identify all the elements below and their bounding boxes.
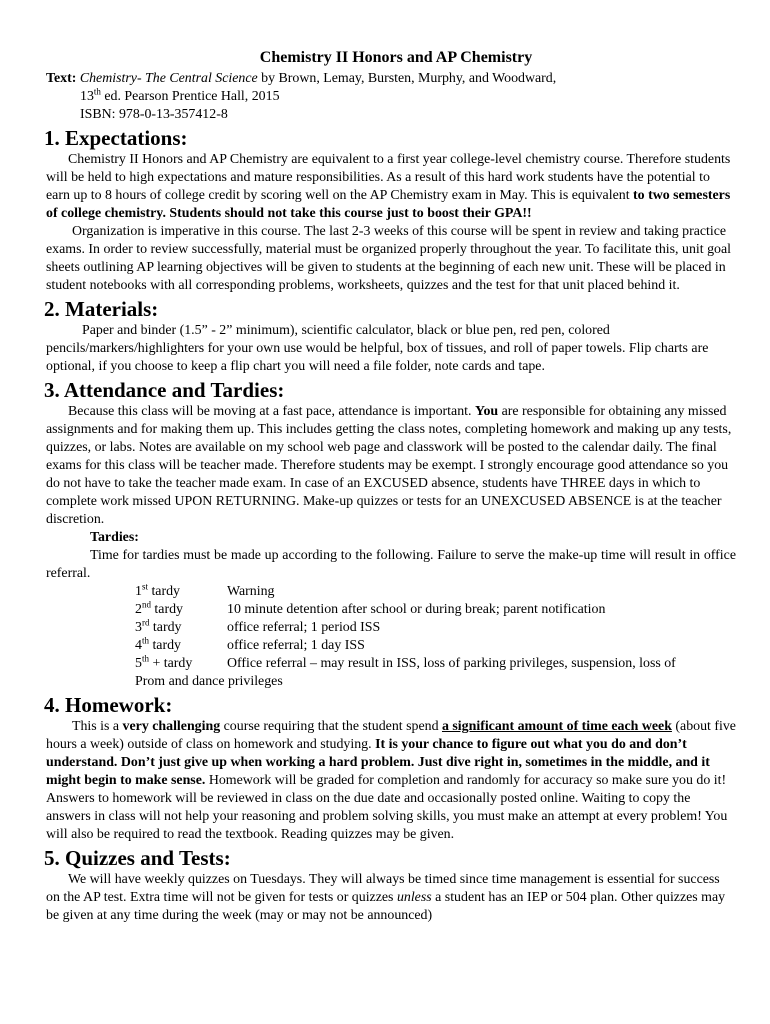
quizzes-italic-unless: unless bbox=[396, 890, 432, 905]
homework-text-e: (about five hours a week) outside of class on homework and studying. bbox=[46, 719, 736, 752]
document-title: Chemistry II Honors and AP Chemistry bbox=[259, 49, 533, 66]
tardy-count: 2nd tardy bbox=[135, 599, 183, 617]
homework-bold-advice: It is your chance to figure out what you do and don’t understand. Don’t just give up when working a hard problem. Just dive right in, sometimes in the middle, and it might begin to make sense. bbox=[46, 737, 710, 788]
tardy-row-1 bbox=[46, 583, 736, 601]
tardy-count: 1st tardy bbox=[135, 581, 180, 599]
tardy-consequence: 10 minute detention after school or during break; parent notification bbox=[227, 602, 606, 617]
attendance-text-b: are responsible for obtaining any missed assignments and for making them up. This includes getting the class notes, completing homework and making up any tests, quizzes, or labs. Notes are available on my school web page and classwork will be posted to the calendar daily. The final exams for this class will be teacher made. Therefore students may be exempt. I strongly encourage good attendance so you do not have to take the teacher made exam. In case of an EXCUSED absence, students have THREE days in which to complete work missed UPON RETURNING. Make-up quizzes or tests for an UNEXCUSED ABSENCE is at the teacher discretion. bbox=[46, 404, 732, 527]
edition-publisher: ed. Pearson Prentice Hall, 2015 bbox=[100, 89, 280, 104]
attendance-paragraph bbox=[46, 403, 736, 529]
homework-text-a: This is a bbox=[72, 719, 123, 734]
tardies-heading: Tardies: bbox=[90, 530, 139, 545]
text-label: Text: bbox=[46, 71, 77, 86]
tardy-count: 5th + tardy bbox=[135, 653, 193, 671]
edition-suffix: th bbox=[93, 86, 101, 97]
expectations-bold-text: to two semesters of college chemistry. Students should not take this course just to boost their GPA!! bbox=[46, 188, 731, 221]
quizzes-paragraph bbox=[46, 871, 736, 925]
homework-paragraph bbox=[46, 718, 736, 844]
expectations-text: Chemistry II Honors and AP Chemistry are equivalent to a first year college-level chemistry course. Therefore students will be held to high expectations and mature responsibilities. As a result of this hard work students have the potential to earn up to 8 hours of college credit by scoring well on the AP Chemistry exam in May. This is equivalent bbox=[46, 152, 731, 203]
edition-line bbox=[46, 88, 736, 106]
tardy-count: 3rd tardy bbox=[135, 617, 182, 635]
homework-text-g: Homework will be graded for completion and randomly for accuracy so make sure you do it! Answers to homework will be reviewed in class on the due date and occasionally posted online. Waiting to copy the answers in class will not help your reasoning and problem solving skills, you must make an attempt at every problem! You will also be required to read the textbook. Reading quizzes may be given. bbox=[46, 773, 728, 842]
attendance-heading: 3. Attendance and Tardies: bbox=[44, 378, 285, 402]
tardy-consequence: Office referral – may result in ISS, loss of parking privileges, suspension, loss of bbox=[227, 656, 676, 671]
tardy-consequence: office referral; 1 period ISS bbox=[227, 620, 381, 635]
homework-text-c: course requiring that the student spend bbox=[220, 719, 442, 734]
tardy-row-2 bbox=[46, 601, 736, 619]
quizzes-text-c: a student has an IEP or 504 plan. Other quizzes may be given at any time during the week (may or may not be announced) bbox=[46, 890, 726, 923]
tardy-row-3 bbox=[46, 619, 736, 637]
homework-heading: 4. Homework: bbox=[44, 693, 173, 717]
tardy-row-4 bbox=[46, 637, 736, 655]
textbook-line bbox=[46, 70, 736, 88]
textbook-title: Chemistry- The Central Science bbox=[79, 71, 258, 86]
quizzes-text-a: We will have weekly quizzes on Tuesdays. They will always be timed since time management is essential for success on the AP test. Extra time will not be given for tests or quizzes bbox=[46, 872, 720, 905]
tardy-count: 4th tardy bbox=[135, 635, 181, 653]
expectations-paragraph-1 bbox=[46, 151, 736, 223]
attendance-text-a: Because this class will be moving at a fast pace, attendance is important. bbox=[68, 404, 475, 419]
tardy-consequence: office referral; 1 day ISS bbox=[227, 638, 365, 653]
tardy-row-5 bbox=[46, 655, 736, 673]
syllabus-page bbox=[46, 48, 736, 925]
expectations-paragraph-2: Organization is imperative in this course. The last 2-3 weeks of this course will be spent in review and taking practice exams. In order to review successfully, material must be organized properly throughout the year. To facilitate this, unit goal sheets outlining AP learning objectives will be given to students at the beginning of each new unit. These will be placed in student notebooks with all corresponding problems, worksheets, quizzes and the test for that unit placed behind it. bbox=[46, 224, 732, 293]
isbn-line: ISBN: 978-0-13-357412-8 bbox=[80, 107, 228, 122]
homework-bold-challenging: very challenging bbox=[122, 719, 221, 734]
edition-number: 13 bbox=[80, 89, 94, 104]
tardies-intro: Time for tardies must be made up according to the following. Failure to serve the make-up time will result in office referral. bbox=[46, 548, 736, 581]
homework-underlined-time: a significant amount of time each week bbox=[441, 719, 672, 734]
materials-paragraph: Paper and binder (1.5” - 2” minimum), scientific calculator, black or blue pen, red pen, colored pencils/markers/highlighters for your own use would be helpful, box of tissues, and roll of paper towels. Flip charts are optional, if you choose to keep a flip chart you will need a file folder, note cards and tape. bbox=[46, 323, 709, 374]
expectations-heading: 1. Expectations: bbox=[44, 126, 188, 150]
materials-heading: 2. Materials: bbox=[44, 297, 159, 321]
textbook-authors: by Brown, Lemay, Bursten, Murphy, and Woodward, bbox=[257, 71, 557, 86]
quizzes-heading: 5. Quizzes and Tests: bbox=[44, 846, 231, 870]
tardy-row-5-continued: Prom and dance privileges bbox=[135, 674, 283, 689]
attendance-you: You bbox=[474, 404, 499, 419]
tardy-consequence: Warning bbox=[227, 584, 275, 599]
